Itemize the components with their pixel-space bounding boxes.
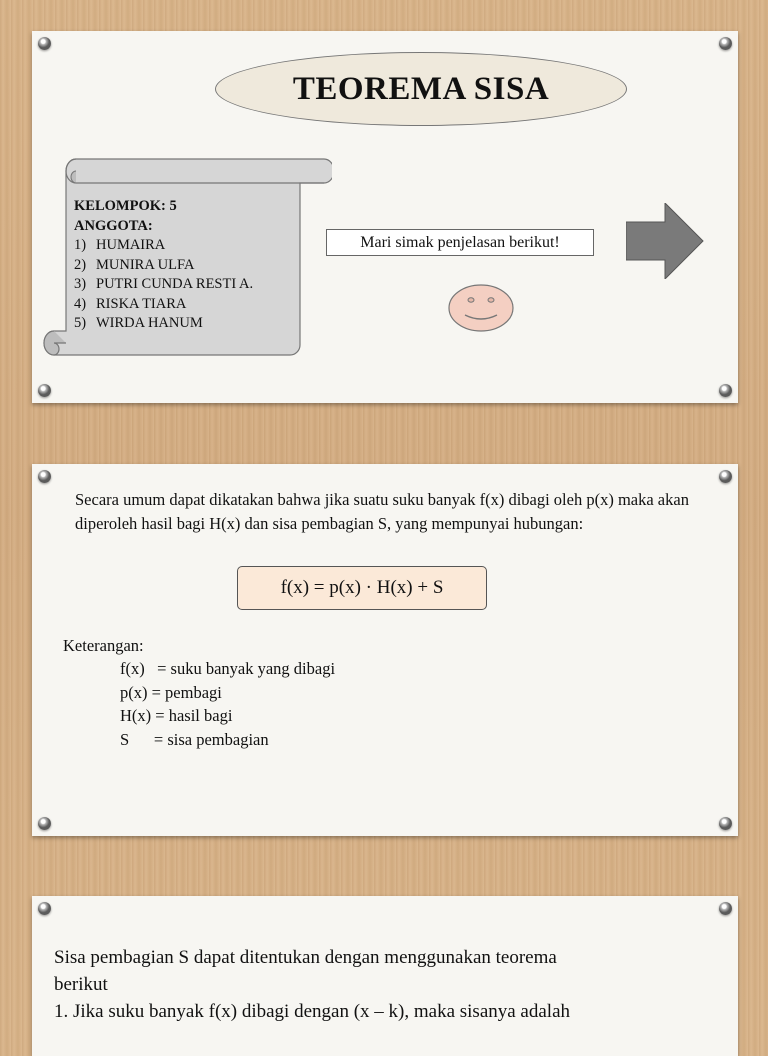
definition-paragraph: Secara umum dapat dikatakan bahwa jika suatu suku banyak f(x) dibagi oleh p(x) maka akan diperoleh hasil bagi H(x) dan sisa pembagian S, yang mempunyai hubungan: <box>75 490 689 533</box>
group-scroll <box>42 157 332 357</box>
slide-title-heading: TEOREMA SISA <box>215 52 627 126</box>
theorem-text <box>54 944 724 1025</box>
right-arrow-icon[interactable] <box>626 203 704 279</box>
slide-theorem <box>32 896 738 1056</box>
pin-icon <box>38 817 51 830</box>
slide-definition <box>32 464 738 836</box>
slide-title <box>32 31 738 403</box>
pin-icon <box>38 902 51 915</box>
list-item: p(x) = pembagi <box>120 682 222 702</box>
pin-icon <box>38 470 51 483</box>
theorem-line: Sisa pembagian S dapat ditentukan dengan menggunakan teorema <box>54 947 557 968</box>
list-item: f(x) = suku banyak yang dibagi <box>120 659 336 678</box>
list-item: 3) PUTRI CUNDA RESTI A. <box>74 276 254 292</box>
pin-icon <box>719 384 732 397</box>
pin-icon <box>38 384 51 397</box>
prompt-box: Mari simak penjelasan berikut! <box>326 229 594 256</box>
keterangan-list <box>120 657 335 751</box>
pin-icon <box>719 902 732 915</box>
list-item: H(x) = hasil bagi <box>120 706 233 725</box>
list-item: 4) RISKA TIARA <box>74 295 187 312</box>
pin-icon <box>38 37 51 50</box>
members-label: ANGGOTA: <box>74 217 153 234</box>
list-item: S = sisa pembagian <box>120 729 269 749</box>
keterangan-label: Keterangan: <box>63 636 144 655</box>
formula-box: f(x) = p(x) · H(x) + S <box>237 566 487 610</box>
group-label: KELOMPOK: 5 <box>74 198 177 214</box>
smiley-face-icon <box>447 283 515 333</box>
list-item: 5) WIRDA HANUM <box>74 315 203 331</box>
pin-icon <box>719 817 732 830</box>
list-item: 2) MUNIRA ULFA <box>74 256 195 273</box>
members-list <box>74 236 253 334</box>
theorem-line: berikut <box>54 974 108 995</box>
list-item: 1) HUMAIRA <box>74 237 166 253</box>
pin-icon <box>719 470 732 483</box>
pin-icon <box>719 37 732 50</box>
theorem-line: 1. Jika suku banyak f(x) dibagi dengan (x – k), maka sisanya adalah <box>54 1001 571 1022</box>
